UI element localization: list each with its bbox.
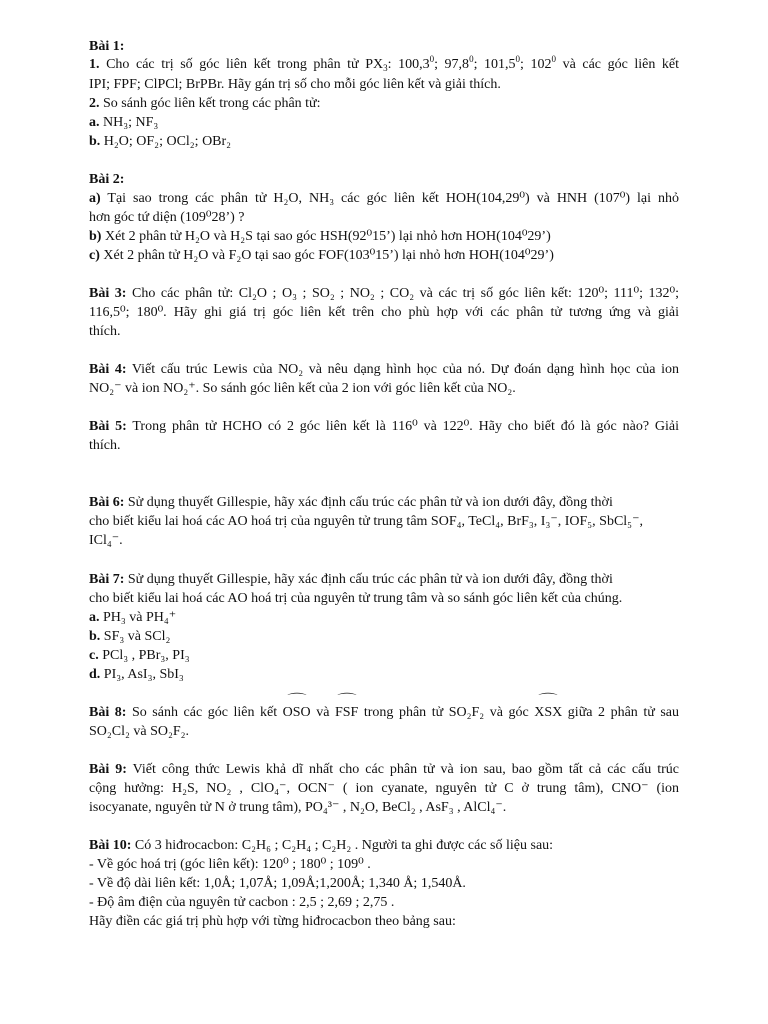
- b10-line1: Bài 10: Có 3 hiđrocacbon: C₂H₆ ; C₂H₄ ; C₂H₂ . Người ta ghi được các số liệu sau:: [89, 838, 554, 853]
- b7-b: b. SF₃ và SCl₂: [89, 629, 171, 644]
- b3-line2: 116,5⁰; 180⁰. Hãy ghi giá trị góc liên kết trên cho phù hợp với các phân tử tương ứng và giải: [89, 305, 679, 320]
- b4-line1: Bài 4: Viết cấu trúc Lewis của NO₂ và nêu dạng hình học của nó. Dự đoán dạng hình học của ion: [89, 362, 680, 377]
- b9-line2: cộng hưởng: H₂S, NO₂ , ClO₄⁻, OCN⁻ ( ion cyanate, nguyên tử C ở trung tâm), CNO⁻ (ion: [89, 781, 679, 796]
- b9-line1: Bài 9: Viết công thức Lewis khả dĩ nhất cho các phân tử và ion sau, bao gồm tất cả các cấu trúc: [89, 762, 680, 777]
- b5-line2: thích.: [89, 438, 121, 453]
- b1-b: b. H₂O; OF₂; OCl₂; OBr₂: [89, 134, 232, 149]
- b3-line1: Bài 3: Cho các phân tử: Cl₂O ; O₃ ; SO₂ ; NO₂ ; CO₂ và các trị số góc liên kết: 120⁰; 111⁰; 132⁰;: [89, 286, 680, 301]
- b2-a-line2: hơn góc tứ diện (109⁰28’) ?: [89, 210, 245, 225]
- b1-a: a. NH₃; NF₃: [89, 115, 159, 130]
- b7-line1: Bài 7: Sử dụng thuyết Gillespie, hãy xác định cấu trúc các phân tử và ion dưới đây, đồng thời: [89, 572, 613, 587]
- b1-q2: 2. So sánh góc liên kết trong các phân tử:: [89, 96, 321, 111]
- b10-line3: - Về độ dài liên kết: 1,0Å; 1,07Å; 1,09Å;1,200Å; 1,340 Å; 1,540Å.: [89, 876, 466, 891]
- angle-xsx: ⌒ XSX: [534, 704, 562, 722]
- b8-line2: SO₂Cl₂ và SO₂F₂.: [89, 724, 190, 739]
- b1-title: Bài 1:: [89, 39, 125, 54]
- b6-line1: Bài 6: Sử dụng thuyết Gillespie, hãy xác định cấu trúc các phân tử và ion dưới đây, đồng thời: [89, 495, 613, 510]
- b7-d: d. PI₃, AsI₃, SbI₃: [89, 667, 184, 682]
- b2-b: b) Xét 2 phân tử H₂O và H₂S tại sao góc HSH(92⁰15’) lại nhỏ hơn HOH(104⁰29’): [89, 229, 551, 244]
- b6-line3: ICl₄⁻.: [89, 533, 123, 548]
- b4-line2: NO₂⁻ và ion NO₂⁺. So sánh góc liên kết của 2 ion với góc liên kết của NO₂.: [89, 381, 516, 396]
- b10-line5: Hãy điền các giá trị phù hợp với từng hiđrocacbon theo bảng sau:: [89, 914, 456, 929]
- b10-line4: - Độ âm điện của nguyên tử cacbon : 2,5 ; 2,69 ; 2,75 .: [89, 895, 395, 910]
- b7-a: a. PH₃ và PH₄⁺: [89, 610, 177, 625]
- b3-line3: thích.: [89, 324, 121, 339]
- b5-line1: Bài 5: Trong phân tử HCHO có 2 góc liên kết là 116⁰ và 122⁰. Hãy cho biết đó là góc nào? Giải: [89, 419, 679, 434]
- b9-line3: isocyanate, nguyên tử N ở trung tâm), PO₄³⁻ , N₂O, BeCl₂ , AsF₃ , AlCl₄⁻.: [89, 800, 507, 815]
- b7-c: c. PCl₃ , PBr₃, PI₃: [89, 648, 190, 663]
- b6-line2: cho biết kiểu lai hoá các AO hoá trị của nguyên tử trung tâm SOF₄, TeCl₄, BrF₃, I₃⁻, IOF₅, SbCl₅⁻,: [89, 514, 643, 529]
- angle-fsf: ⌒ FSF: [335, 704, 358, 722]
- b2-a-line1: a) Tại sao trong các phân tử H₂O, NH₃ các góc liên kết HOH(104,29⁰) và HNH (107⁰) lại nhỏ: [89, 191, 679, 206]
- b2-title: Bài 2:: [89, 172, 125, 187]
- angle-oso: ⌒ OSO: [283, 704, 311, 722]
- b2-c: c) Xét 2 phân tử H₂O và F₂O tại sao góc FOF(103⁰15’) lại nhỏ hơn HOH(104⁰29’): [89, 248, 554, 263]
- b8-line1: Bài 8: So sánh các góc liên kết ⌒ OSO và ⌒ FSF trong phân tử SO₂F₂ và góc ⌒ XSX giữa 2 phân tử sau: [89, 704, 679, 722]
- b1-q1-line2: IPI; FPF; ClPCl; BrPBr. Hãy gán trị số cho mỗi góc liên kết và giải thích.: [89, 77, 501, 92]
- b7-line2: cho biết kiểu lai hoá các AO hoá trị của nguyên tử trung tâm và so sánh góc liên kết của chúng.: [89, 591, 623, 606]
- b1-q1-line1: 1. Cho các trị số góc liên kết trong phân tử $PX_3$: 100,3$^0$; 97,8$^0$; 101,5$^0$; $102^0$ và các góc liên kết: [89, 54, 680, 73]
- b10-line2: - Về góc hoá trị (góc liên kết): 120⁰ ; 180⁰ ; 109⁰ .: [89, 857, 371, 872]
